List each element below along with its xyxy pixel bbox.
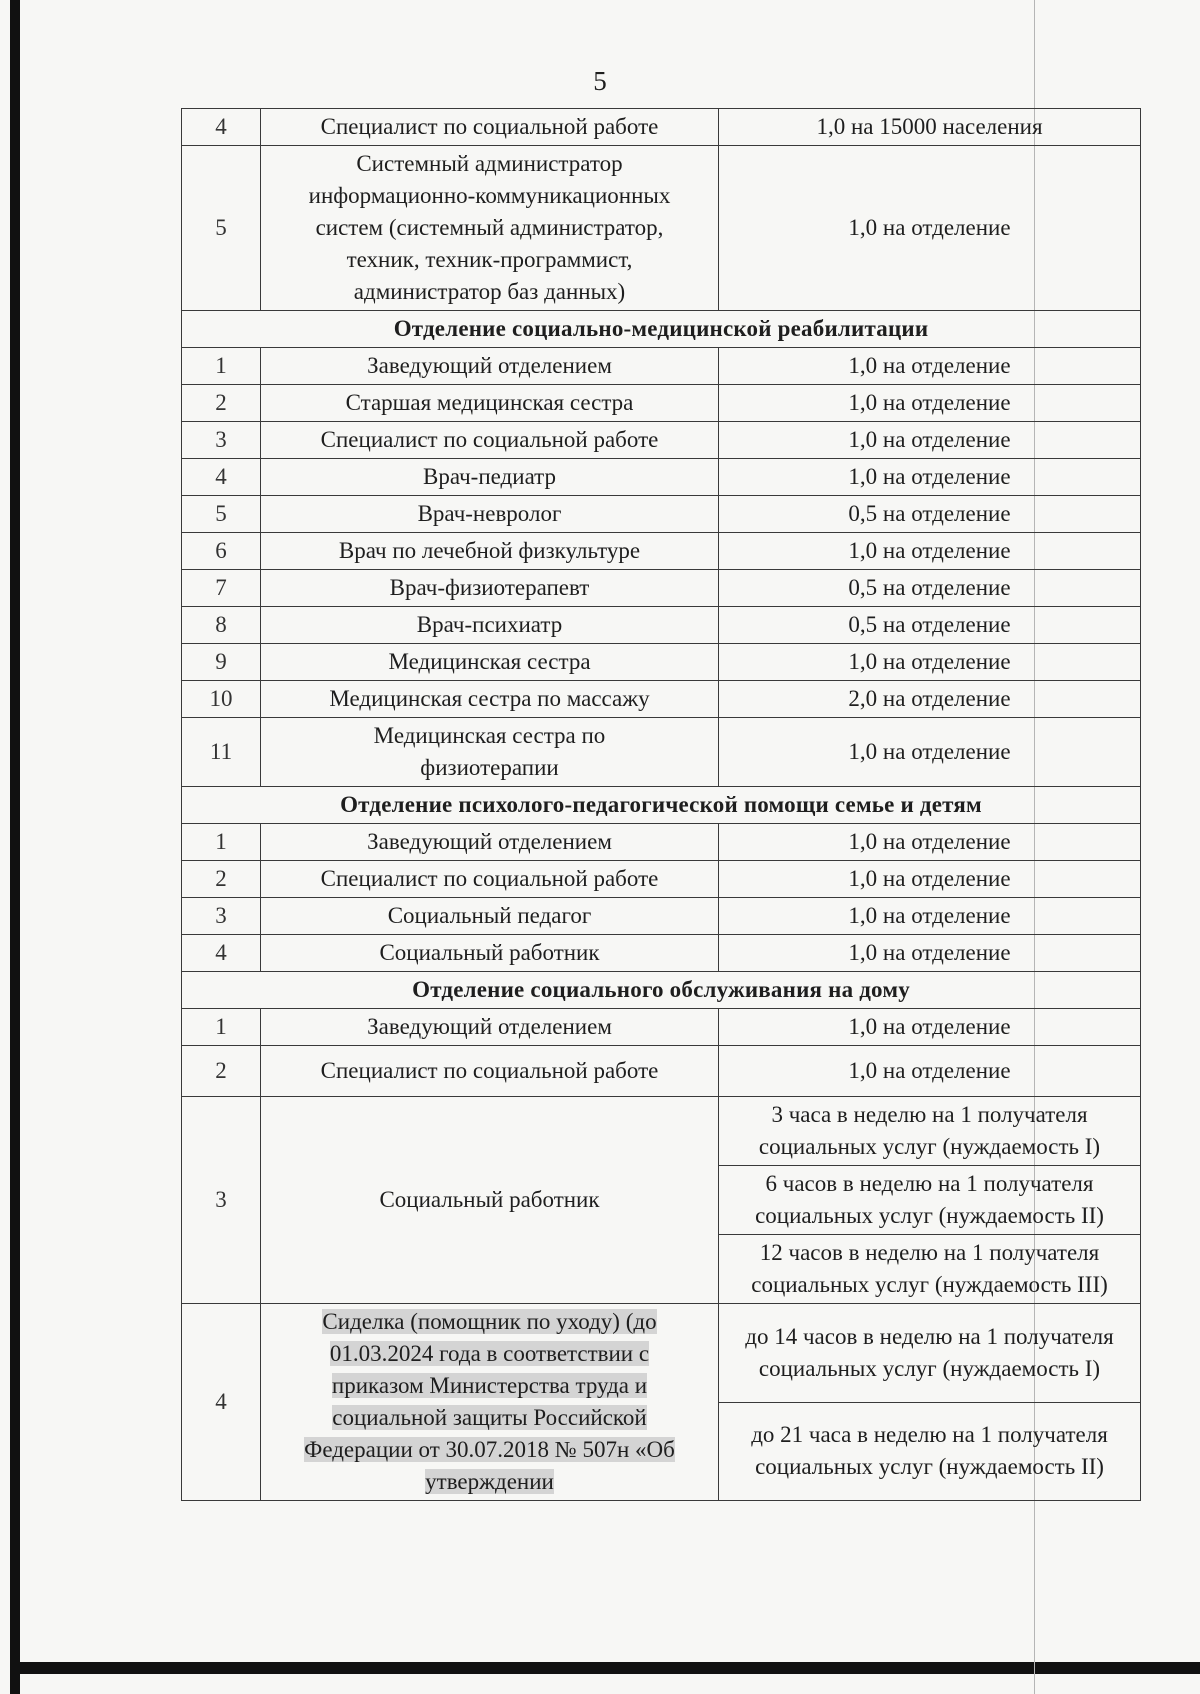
position-name: Врач-невролог	[261, 496, 719, 533]
staff-norm: 1,0 на отделение	[719, 861, 1141, 898]
table-row	[182, 681, 1141, 718]
row-number: 5	[182, 496, 261, 533]
position-name: Специалист по социальной работе	[261, 861, 719, 898]
table-row	[182, 824, 1141, 861]
highlighted-text: Сиделка (помощник по уходу) (до 01.03.2024 года в соответствии с приказом Министерства труда и социальной защиты Российской Федерации от 30.07.2018 № 507н «Об утверждении	[304, 1309, 675, 1494]
row-number: 11	[182, 718, 261, 787]
staff-norm: 3 часа в неделю на 1 получателя социальных услуг (нуждаемость I)	[719, 1097, 1141, 1166]
table-row	[182, 1304, 1141, 1403]
row-number: 4	[182, 935, 261, 972]
position-name: Врач-физиотерапевт	[261, 570, 719, 607]
position-name	[261, 1304, 719, 1501]
table-row	[182, 570, 1141, 607]
row-number: 4	[182, 109, 261, 146]
staff-norm: 1,0 на отделение	[719, 348, 1141, 385]
staff-norm: до 14 часов в неделю на 1 получателя социальных услуг (нуждаемость I)	[719, 1304, 1141, 1403]
position-name: Специалист по социальной работе	[261, 1046, 719, 1097]
staff-norm: 1,0 на 15000 населения	[719, 109, 1141, 146]
staff-norm: 1,0 на отделение	[719, 824, 1141, 861]
table-row	[182, 644, 1141, 681]
table-row	[182, 533, 1141, 570]
table-row	[182, 935, 1141, 972]
table-row	[182, 898, 1141, 935]
row-number: 6	[182, 533, 261, 570]
table-row	[182, 1097, 1141, 1166]
section-header	[182, 787, 1141, 824]
row-number: 2	[182, 1046, 261, 1097]
position-name: Системный администратор информационно-коммуникационных систем (системный администратор, техник, техник-программист, администратор баз данных)	[261, 146, 719, 311]
table-row	[182, 718, 1141, 787]
staff-norm: 1,0 на отделение	[719, 533, 1141, 570]
staff-norm: 6 часов в неделю на 1 получателя социальных услуг (нуждаемость II)	[719, 1166, 1141, 1235]
position-name: Врач-педиатр	[261, 459, 719, 496]
table-row	[182, 109, 1141, 146]
staff-norm: 0,5 на отделение	[719, 570, 1141, 607]
position-name: Врач по лечебной физкультуре	[261, 533, 719, 570]
position-name: Медицинская сестра	[261, 644, 719, 681]
row-number: 3	[182, 1097, 261, 1304]
staff-norm: 1,0 на отделение	[719, 1009, 1141, 1046]
row-number: 1	[182, 824, 261, 861]
section-title: Отделение социального обслуживания на дому	[182, 972, 1141, 1009]
staff-norm: 0,5 на отделение	[719, 496, 1141, 533]
staff-norm: 0,5 на отделение	[719, 607, 1141, 644]
position-name: Заведующий отделением	[261, 348, 719, 385]
section-header	[182, 972, 1141, 1009]
scan-edge-bottom	[20, 1662, 1200, 1674]
row-number: 1	[182, 348, 261, 385]
table-row	[182, 1009, 1141, 1046]
row-number: 7	[182, 570, 261, 607]
staff-norm: 12 часов в неделю на 1 получателя социальных услуг (нуждаемость III)	[719, 1235, 1141, 1304]
position-name: Старшая медицинская сестра	[261, 385, 719, 422]
section-header	[182, 311, 1141, 348]
staff-norm: 1,0 на отделение	[719, 459, 1141, 496]
position-name: Врач-психиатр	[261, 607, 719, 644]
row-number: 10	[182, 681, 261, 718]
table-row	[182, 607, 1141, 644]
table-row	[182, 146, 1141, 311]
table-row	[182, 348, 1141, 385]
row-number: 3	[182, 422, 261, 459]
staff-norm: 1,0 на отделение	[719, 718, 1141, 787]
table-row	[182, 459, 1141, 496]
staff-norm: 2,0 на отделение	[719, 681, 1141, 718]
scan-edge-left	[10, 0, 20, 1694]
position-name: Социальный работник	[261, 935, 719, 972]
row-number: 5	[182, 146, 261, 311]
position-name: Социальный педагог	[261, 898, 719, 935]
position-name: Медицинская сестра по массажу	[261, 681, 719, 718]
row-number: 2	[182, 861, 261, 898]
position-name: Заведующий отделением	[261, 1009, 719, 1046]
position-name: Социальный работник	[261, 1097, 719, 1304]
position-name: Специалист по социальной работе	[261, 109, 719, 146]
table-row	[182, 861, 1141, 898]
table-row	[182, 1046, 1141, 1097]
staff-norm: 1,0 на отделение	[719, 935, 1141, 972]
position-name: Специалист по социальной работе	[261, 422, 719, 459]
section-title: Отделение социально-медицинской реабилитации	[182, 311, 1141, 348]
row-number: 8	[182, 607, 261, 644]
staffing-table	[181, 108, 1141, 1501]
page-number: 5	[593, 66, 607, 96]
table-row	[182, 496, 1141, 533]
staff-norm: 1,0 на отделение	[719, 1046, 1141, 1097]
table-row	[182, 385, 1141, 422]
row-number: 4	[182, 1304, 261, 1501]
row-number: 1	[182, 1009, 261, 1046]
section-title: Отделение психолого-педагогической помощи семье и детям	[182, 787, 1141, 824]
position-name: Заведующий отделением	[261, 824, 719, 861]
staff-norm: 1,0 на отделение	[719, 644, 1141, 681]
staff-norm: 1,0 на отделение	[719, 385, 1141, 422]
staff-norm: до 21 часа в неделю на 1 получателя социальных услуг (нуждаемость II)	[719, 1402, 1141, 1501]
position-name: Медицинская сестра по физиотерапии	[261, 718, 719, 787]
table-row	[182, 422, 1141, 459]
row-number: 9	[182, 644, 261, 681]
staff-norm: 1,0 на отделение	[719, 422, 1141, 459]
row-number: 4	[182, 459, 261, 496]
row-number: 2	[182, 385, 261, 422]
staff-norm: 1,0 на отделение	[719, 146, 1141, 311]
row-number: 3	[182, 898, 261, 935]
staff-norm: 1,0 на отделение	[719, 898, 1141, 935]
